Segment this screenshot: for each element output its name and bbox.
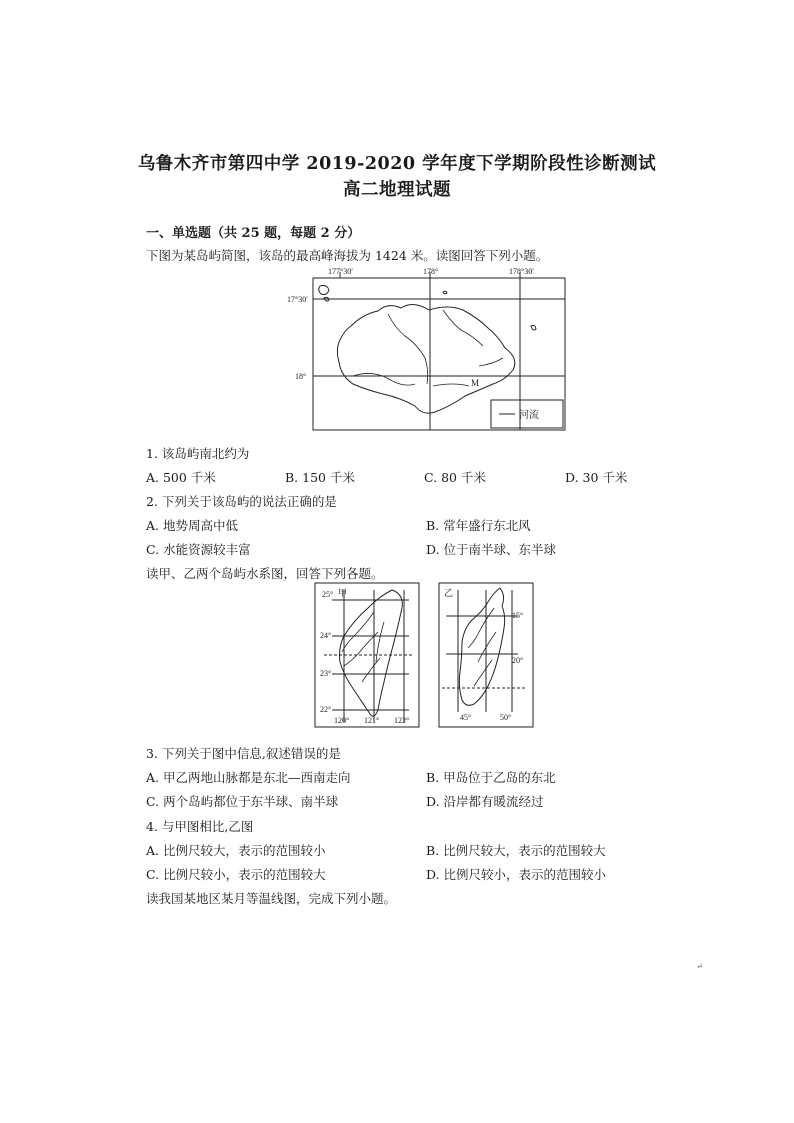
map-jia-lon: 120° [334,716,350,725]
map-yi-lon: 50° [500,713,512,722]
intro-map1: 下图为某岛屿简图，该岛的最高峰海拔为 1424 米。读图回答下列小题。 [146,248,549,263]
q4-option-c: C. 比例尺较小，表示的范围较大 [146,867,326,882]
q3-option-a: A. 甲乙两地山脉都是东北—西南走向 [146,770,351,785]
question-2: 2. 下列关于该岛屿的说法正确的是 [146,494,337,509]
map-jia-lat: 25° [322,590,334,599]
intro-isotherm: 读我国某地区某月等温线图，完成下列小题。 [146,891,397,906]
q2-option-b: B. 常年盛行东北风 [426,518,531,533]
q1-option-b: B. 150 千米 [285,470,355,485]
q3-option-d: D. 沿岸都有暖流经过 [426,794,544,809]
map-yi-lon: 45° [460,713,472,722]
q3-option-c: C. 两个岛屿都位于东半球、南半球 [146,794,339,809]
question-4: 4. 与甲图相比,乙图 [146,819,254,834]
lat-label: 18° [295,372,307,381]
intro-maps-ab: 读甲、乙两个岛屿水系图，回答下列各题。 [146,566,384,581]
map-jia-lon: 121° [364,716,380,725]
q1-option-c: C. 80 千米 [424,470,486,485]
map-jia-lat: 24° [320,631,332,640]
page-return-mark: ↵ [696,962,703,971]
legend-river-label: 河流 [519,410,539,421]
lon-label: 178° [423,267,439,276]
map-jia-lat: 22° [320,705,332,714]
question-3: 3. 下列关于图中信息,叙述错误的是 [146,746,341,761]
map-yi-lat: 20° [512,656,524,665]
point-m-label: M [471,378,480,388]
lat-label: 17°30′ [287,295,308,304]
exam-title: 乌鲁木齐市第四中学 2019-2020 学年度下学期阶段性诊断测试 [137,154,657,174]
map-jia-lon: 122° [394,716,410,725]
map-yi-lat: 15° [512,611,524,620]
q3-option-b: B. 甲岛位于乙岛的东北 [426,770,556,785]
q4-option-b: B. 比例尺较大，表示的范围较大 [426,843,606,858]
map-yi-label: 乙 [444,588,454,598]
island-map-yi [438,582,534,728]
q2-option-c: C. 水能资源较丰富 [146,542,251,557]
question-1: 1. 该岛屿南北约为 [146,446,250,461]
q4-option-d: D. 比例尺较小，表示的范围较小 [426,867,607,882]
lon-label: 178°30′ [509,267,534,276]
q4-option-a: A. 比例尺较大，表示的范围较小 [146,843,326,858]
island-map-jia [314,582,420,728]
exam-subtitle: 高二地理试题 [343,180,451,200]
lon-label: 177°30′ [328,267,353,276]
section-heading: 一、单选题（共 25 题，每题 2 分） [146,226,361,241]
q2-option-d: D. 位于南半球、东半球 [426,542,557,557]
map-jia-label: 甲 [338,588,348,598]
island-map [283,266,573,436]
q2-option-a: A. 地势周高中低 [146,518,238,533]
map-jia-lat: 23° [320,669,332,678]
q1-option-d: D. 30 千米 [565,470,628,485]
q1-option-a: A. 500 千米 [146,470,216,485]
